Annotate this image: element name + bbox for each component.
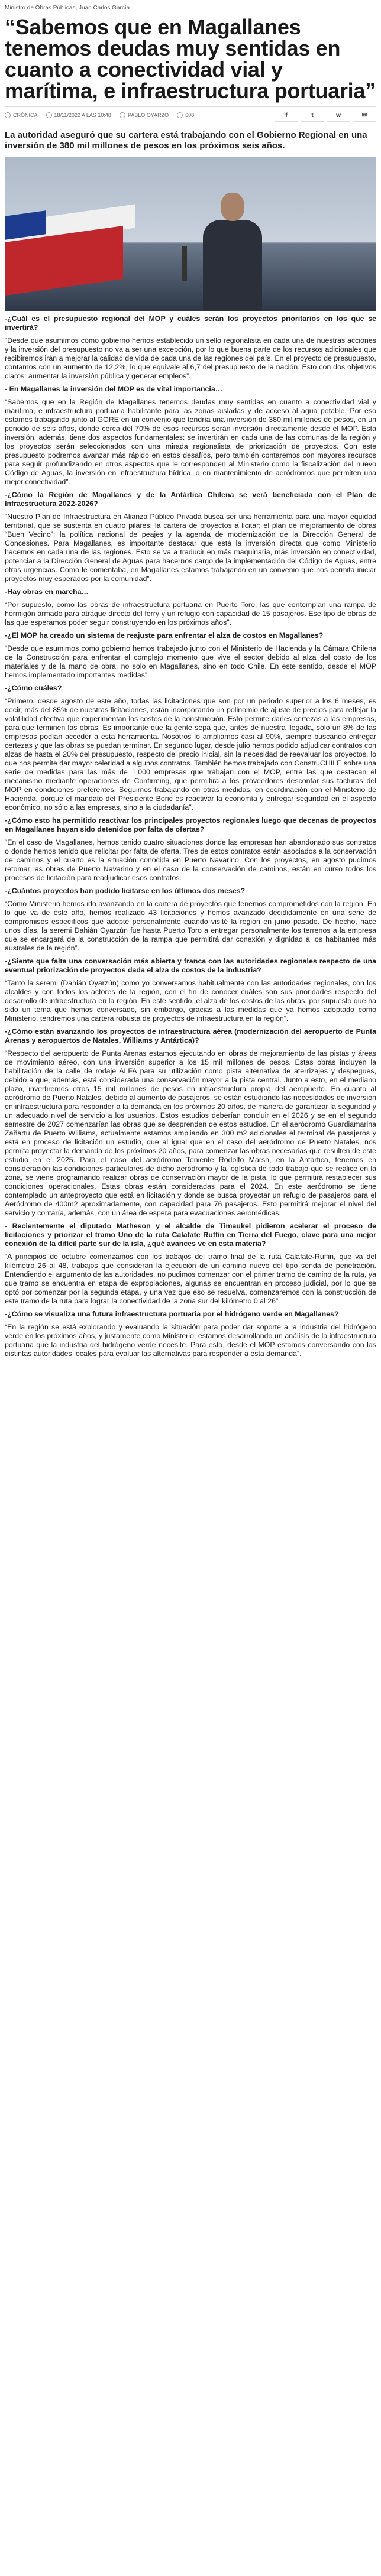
interview-answer: “Desde que asumimos como gobierno hemos establecido un sello regionalista en cada una de nuestras acciones y la inversión del presupuesto no va a ser una excepción, por lo que buena parte de los recursos adicionales que recibiremos irán a mejorar la calidad de vida de cada una de las regiones del país. En el proyecto de presupuesto, contamos con un aumento de 12,2%, lo que equivale al 6,7 del presupuesto de la nación. Esto con dos objetivos claros: aumentar la inversión pública y generar empleos”. (5, 336, 376, 380)
headline: “Sabemos que en Magallanes tenemos deudas muy sentidas en cuanto a conectividad vial y marítima, e infraestructura portuaria” (5, 15, 376, 103)
tag-icon (5, 112, 11, 118)
interview-question: -¿Cómo se visualiza una futura infraestructura portuaria por el hidrógeno verde en Magallanes? (5, 1310, 339, 1318)
share-facebook-button[interactable]: f (275, 109, 298, 122)
interview-answer: “Sabemos que en la Región de Magallanes tenemos deudas muy sentidas en cuanto a conectividad vial y marítima, e infraestructura portuaria habilitante para las zonas aisladas y de acceso al agua potable. Por eso estamos trabajando junto al GORE en un convenio que tendría una inversión de 380 mil millones de pesos, en un periodo de seis años, donde cerca del 70% de esos recursos serán inversión directamente desde el MOP. Esta inversión, además, tiene dos aspectos fundamentales: se invertirán en cada una de las comunas de la región y los proyectos serán seleccionados con una mirada regionalista de priorización de proyectos. Con este presupuesto podremos avanzar más rápido en estos desafíos, pero también contaremos con mayores recursos para seguir profundizando en otros aspectos que le corresponden al Ministerio como la fiscalización del nuevo Código de Aguas, la inversión en infraestructura hídrica, o en mantenimiento de aeródromos que permiten una mejor conectividad”. (5, 398, 376, 486)
microphone-stand (182, 246, 187, 281)
interview-question: -¿Cómo cuáles? (5, 684, 62, 692)
interview-question: - En Magallanes la inversión del MOP es de vital importancia… (5, 385, 223, 393)
share-whatsapp-button[interactable]: w (327, 109, 350, 122)
interview-question: -¿Cómo esto ha permitido reactivar los principales proyectos regionales luego que decenas de proyectos en Magallanes hayan sido detenidos por falta de ofertas? (5, 816, 376, 833)
minister-figure (200, 193, 265, 311)
interview-answer: “A principios de octubre comenzamos con los trabajos del tramo final de la ruta Calafate-Ruffin, que va del kilómetro 26 al 48, trabajos que consideran la ejecución de un camino nuevo del tipo senda de penetración. Entendiendo el argumento de las autoridades, no pudimos comenzar con el primer tramo de camino de la ruta, ya que tramo se encuentra en etapa de expropiaciones, algunas se encuentran en proceso judicial, por lo que se optó por comenzar por la segunda etapa, y una vez que eso se resuelva, comenzaremos con la construcción de este tramo de la ruta para lograr la conectividad de la zona sur del kilómetro 0 al 26”. (5, 1253, 376, 1305)
interview-question: -¿Siente que falta una conversación más abierta y franca con las autoridades regionales respecto de una eventual priorización de proyectos dada el alza de costos de la industria? (5, 957, 376, 974)
author-icon (120, 112, 125, 118)
interview-answer: “Por supuesto, como las obras de infraestructura portuaria en Puerto Toro, las que contemplan una rampa de hormigón armado para atraque directo del ferry y un refugio con capacidad de 15 pasajeros. Ese tipo de obras de las que esperamos poder seguir construyendo en los próximos años”. (5, 601, 376, 627)
meta-section[interactable]: CRÓNICA (5, 112, 38, 118)
interview-question: -¿Cuántos proyectos han podido licitarse en los últimos dos meses? (5, 887, 246, 895)
interview-answer: “En el caso de Magallanes, hemos tenido cuatro situaciones donde las empresas han abandonado sus contratos o donde hemos tenido que relicitar por falta de oferta. Tres de estos contratos están asociados a la conservación de caminos y el cuarto es la situación conocida en Puerto Navarino. Con los proyectos, en agosto pudimos retomar las obras de Puerto Navarino y en el caso de la conservación de caminos, están en curso todos los procesos de licitación para readjudicar esos contratos. (5, 838, 376, 882)
interview-answer: “En la región se está explorando y evaluando la situación para poder dar soporte a la industria del hidrógeno verde en los próximos años, y justamente como Ministerio, estamos desarrollando un análisis de la infraestructura portuaria que la industria del hidrógeno verde necesite. Para esto, desde el MOP estamos conversando con las distintas autoridades locales para evaluar las alternativas para responder a esta demanda”. (5, 1323, 376, 1358)
interview-question: -¿Cómo la Región de Magallanes y de la Antártica Chilena se verá beneficiada con el Plan de Infraestructura 2022-2026? (5, 491, 376, 508)
interview-answer: “Nuestro Plan de Infraestructura en Alianza Público Privada busca ser una herramienta para una mayor equidad territorial, que se sustenta en cuatro pilares: la cartera de proyectos a licitar; el plan de mejoramiento de obras “Buen Vecino”; la política nacional de peajes y la agenda de modernización de la Dirección General de Concesiones. Para Magallanes, es importante destacar que está la inversión directa que como Ministerio hacemos en cada una de las regiones. Esto se va a traducir en más maquinaria, más inversión en conectividad, potenciar a la Dirección General de Aguas para hacernos cargo de la implementación del Código de Aguas, entre otras urgencias. Como le comentaba, en Magallanes estamos trabajando en un convenio que nos permita iniciar proyectos muy esperados por la comunidad”. (5, 512, 376, 583)
share-buttons (272, 109, 376, 122)
interview-question: -¿Cómo están avanzando los proyectos de infraestructura aérea (modernización del aeropuerto de Punta Arenas y aeropuertos de Natales, Williams y Antártica)? (5, 1027, 376, 1044)
interview-answer: “Desde que asumimos como gobierno hemos trabajado junto con el Ministerio de Hacienda y la Cámara Chilena de la Construcción para enfrentar el complejo momento que vive el sector debido al alza del costo de los materiales y de la mano de obra, no solo en Magallanes, sino en todo Chile. En este sentido, desde el MOP hemos implementado importantes medidas”. (5, 644, 376, 679)
share-email-button[interactable]: ✉ (353, 109, 376, 122)
meta-bar (5, 106, 376, 124)
article-tags[interactable]: Ministro de Obras Públicas, Juan Carlos García (5, 5, 130, 11)
interview-answer: “Como Ministerio hemos ido avanzando en la cartera de proyectos que tenemos comprometidos con la región. En lo que va de este año, hemos realizado 43 licitaciones y hemos avanzado decididamente en una serie de compromisos específicos que adopté personalmente cuando visité la región en junio pasado. De hecho, hace unos días, la seremi Dahián Oyarzún fue hasta Puerto Toro a entregar personalmente los terrenos a la empresa que se encargará de la construcción de la rampa que permitirá dar conexión y dignidad a los habitantes más australes de la región”. (5, 900, 376, 952)
meta-date: 18/11/2022 A LAS 10:48 (46, 112, 111, 118)
lead-paragraph: La autoridad aseguró que su cartera está trabajando con el Gobierno Regional en una inversión de 380 mil millones de pesos en los próximos seis años. (5, 130, 367, 151)
interview-answer: “Respecto del aeropuerto de Punta Arenas estamos ejecutando en obras de mejoramiento de las pistas y áreas de movimiento aéreo, con una inversión superior a los 15 mil millones de pesos. Estas obras incluyen la habilitación de la calle de rodaje ALFA para su utilización como pista alternativa de aterrizajes y despegues, debido a que, además, está considerada una conservación mayor a la pista central. Junto a esto, en el mediano plazo, invertiremos otros 15 mil millones de pesos en infraestructura propia del aeropuerto. En cuanto al aeródromo de Puerto Natales, debido al aumento de pasajeros, se están estudiando las necesidades de inversión en infraestructura para responder a la demanda en los próximos 20 años, de manera de garantizar la seguridad y un adecuado nivel de servicio a los usuarios. Estos estudios deberían concluir en el 2026 y se en el segundo semestre de 2027 comenzarían las obras que se desprenden de estos estudios. En el aeródromo Guardiamarina Zañartu de Puerto Williams, actualmente estamos ampliando en 300 m2 adicionales el terminal de pasajeros y está en proceso de licitación un estudio, que al igual que en el caso del aeródromo de Puerto Natales, nos permita proyectar la demanda de los próximos 20 años, para comenzar las obras necesarias que resulten de este estudio en el 2025. Para el caso del aeródromo Teniente Rodolfo Marsh, en la Antártica, tenemos en consideración las condiciones particulares de dicho aeródromo y la logística de todo trabajo que se realice en la zona, se viene programando realizar obras de conservación mayor de la pista, lo que permitirá restablecer sus condiciones operacionales. Estas obras están consideradas para el 2024. En este aeródromo se tiene contemplado un anteproyecto que está en licitación y donde se busca proyectar un refugio de pasajeros para el Aeródromo de 400m2 aproximadamente, con capacidad para 76 pasajeros. Esto permitirá mejorar el nivel del servicio y contaría, además, con un área de espera para evacuaciones aeromédicas. (5, 1049, 376, 1217)
interview-answer: “Primero, desde agosto de este año, todas las licitaciones que son por un periodo superior a los 6 meses, es decir, más del 85% de nuestras licitaciones, están incorporando un polinomio de ajuste de precios para reflejar la volatilidad efectiva que experimentan los costos de la construcción. Esto permite darles certezas a las empresas, para que terminen las obras. Es importante que la gente sepa que, antes de nuestra llegada, sólo un 8% de las empresas podían acceder a esta herramienta. Nosotros lo ampliamos casi al 90%, siempre buscando entregar certezas y que las obras se puedan terminar. En segundo lugar, desde julio hemos podido adjudicar contratos con alzas de hasta el 20% del presupuesto, respecto del precio inicial, sin la necesidad de reevaluar los proyectos, lo que nos permite dar mayor celeridad a algunos contratos. También hemos trabajado con ConstruCHILE sobre una serie de medidas para las más de 1.000 empresas que trabajan con el MOP, entre las que destacan el mecanismo mediante operaciones de Confirming, que permitirá a los proveedores descontar sus facturas del MOP en condiciones preferentes. Seguimos trabajando en otras medidas, en coordinación con el Ministerio de Hacienda, porque el mandato del Presidente Boric es reactivar la economía y entregar seguridad en el aspecto económico, no sólo a las empresas, sino a la ciudadanía”. (5, 697, 376, 812)
eye-icon (177, 112, 183, 118)
interview-question: - Recientemente el diputado Matheson y el alcalde de Timaukel pidieron acelerar el proceso de licitaciones y priorizar el tramo Uno de la ruta Calafate Ruffin en Tierra del Fuego, clave para una mejor conexión de la difícil parte sur de la isla, ¿qué avances ve en esta materia? (5, 1222, 376, 1248)
interview-question: -¿Cuál es el presupuesto regional del MOP y cuáles serán los proyectos prioritarios en los que se invertirá? (5, 314, 376, 332)
clock-icon (46, 112, 52, 118)
minister-photo (5, 157, 376, 311)
meta-views: 608 (177, 112, 194, 118)
interview-question: -¿El MOP ha creado un sistema de reajuste para enfrentar el alza de costos en Magallanes? (5, 631, 324, 640)
meta-author[interactable]: PABLO OYARZO (120, 112, 169, 118)
interview-answer: “Tanto la seremi (Dahián Oyarzún) como yo conversamos habitualmente con las autoridades regionales, con los alcaldes y con todos los actores de la región, con el fin de conocer cuáles son sus prioridades respecto del desarrollo de infraestructura en la región. En este sentido, el alza de los costos de las obras, por supuesto que ha sido un tema que hemos conversado, sin embargo, gracias a las medidas que ya hemos adoptado como Ministerio, tendremos una cartera robusta de proyectos de infraestructura en la región”. (5, 979, 376, 1023)
share-twitter-button[interactable]: t (301, 109, 324, 122)
article-body (5, 314, 376, 1358)
interview-question: -Hay obras en marcha… (5, 588, 89, 596)
